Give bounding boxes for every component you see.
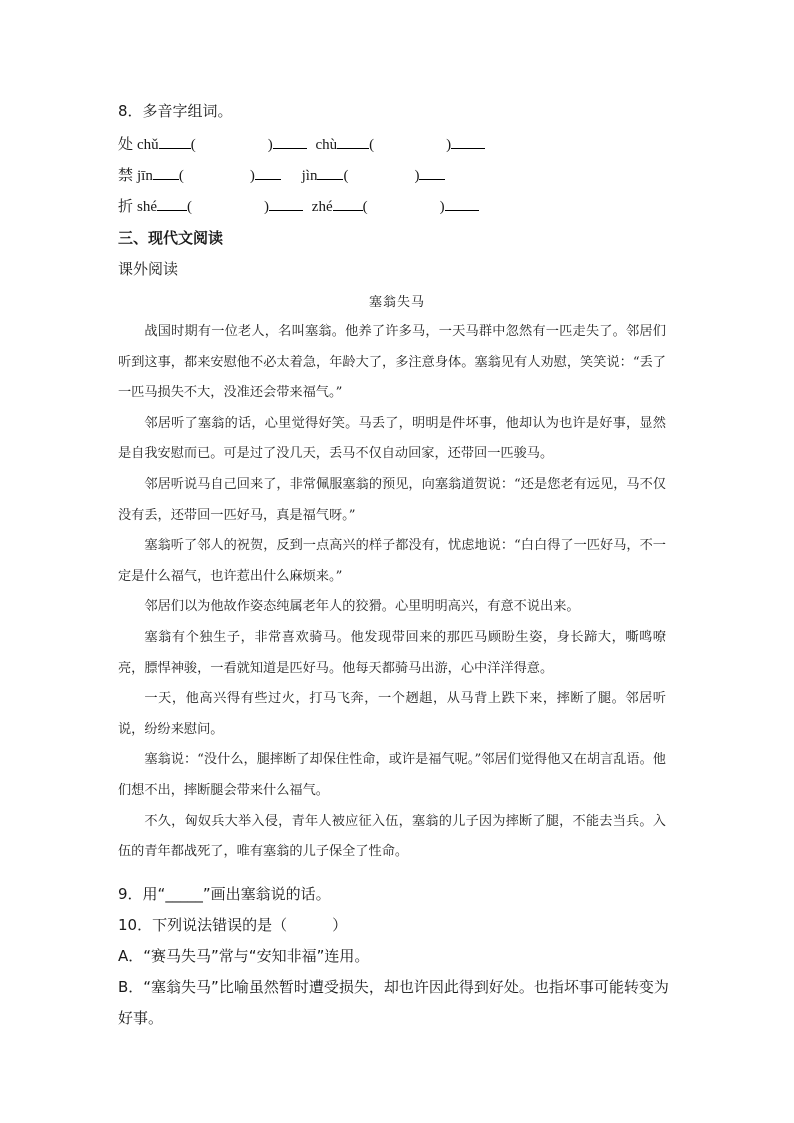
polyphone-row-1: 处 chǔ ( ) chù ( )	[118, 133, 485, 156]
pinyin-2: zhé	[311, 199, 333, 215]
pinyin-1: chǔ	[137, 137, 159, 153]
answer-blank[interactable]	[273, 133, 307, 149]
story-paragraph: 战国时期有一位老人，名叫塞翁。他养了许多马，一天马群中忽然有一匹走失了。邻居们听到这事，都来安慰他不必太着急，年龄大了，多注意身体。塞翁见有人劝慰，笑笑说：“丢了一匹马损失不大，没准还会带来福气。”	[118, 324, 666, 401]
answer-blank[interactable]	[269, 195, 303, 211]
answer-blank[interactable]	[255, 164, 281, 180]
section-3-title: 三、现代文阅读	[118, 229, 224, 247]
option-b[interactable]: B．“塞翁失马”比喻虽然暂时遭受损失，却也许因此得到好处。也指坏事可能转变为好事。	[118, 978, 669, 1027]
story-paragraph: 塞翁说：“没什么，腿摔断了却保住性命，或许是福气呢。”邻居们觉得他又在胡言乱语。他们想不出，摔断腿会带来什么福气。	[118, 752, 666, 798]
polyphone-row-2: 禁 jīn ( ) jìn ( )	[118, 164, 445, 187]
question-10-stem: 10．下列说法错误的是（ ）	[118, 916, 348, 934]
answer-blank[interactable]	[451, 133, 485, 149]
story-paragraph: 邻居听说马自己回来了，非常佩服塞翁的预见，向塞翁道贺说：“还是您老有远见，马不仅没有丢，还带回一匹好马，真是福气呀。”	[118, 476, 666, 523]
story-paragraph: 邻居们以为他故作姿态纯属老年人的狡猾。心里明明高兴，有意不说出来。	[144, 599, 580, 615]
option-a[interactable]: A．“赛马失马”常与“安知非福”连用。	[118, 947, 370, 965]
answer-blank[interactable]	[157, 195, 187, 211]
question-9: 9．用“_____”画出塞翁说的话。	[118, 885, 331, 903]
answer-blank[interactable]	[333, 195, 363, 211]
question-8-title: 8．多音字组词。	[118, 102, 233, 120]
polyphone-char: 禁	[118, 166, 134, 184]
answer-blank[interactable]	[159, 133, 191, 149]
story-paragraph: 塞翁听了邻人的祝贺，反到一点高兴的样子都没有，忧虑地说：“白白得了一匹好马，不一定是什么福气，也许惹出什么麻烦来。”	[118, 538, 666, 584]
story-paragraph: 不久，匈奴兵大举入侵，青年人被应征入伍，塞翁的儿子因为摔断了腿，不能去当兵。入伍的青年都战死了，唯有塞翁的儿子保全了性命。	[118, 813, 666, 860]
answer-blank[interactable]	[153, 164, 179, 180]
pinyin-2: jìn	[301, 168, 318, 184]
section-3-subtitle: 课外阅读	[118, 260, 179, 278]
polyphone-char: 处	[118, 135, 134, 153]
pinyin-1: shé	[137, 199, 158, 215]
questions-9-10	[118, 879, 678, 1034]
story-paragraph: 塞翁有个独生子，非常喜欢骑马。他发现带回来的那匹马顾盼生姿，身长蹄大，嘶鸣嘹亮，膘悍神骏，一看就知道是匹好马。他每天都骑马出游，心中洋洋得意。	[118, 629, 666, 676]
story-title: 塞翁失马	[368, 295, 425, 310]
answer-blank[interactable]	[337, 133, 369, 149]
polyphone-row-3: 折 shé ( ) zhé ( )	[118, 195, 479, 218]
story-paragraph: 一天，他高兴得有些过火，打马飞奔，一个趔趄，从马背上跌下来，摔断了腿。邻居听说，纷纷来慰问。	[118, 691, 666, 737]
story-paragraph: 邻居听了塞翁的话，心里觉得好笑。马丢了，明明是件坏事，他却认为也许是好事，显然是自我安慰而已。可是过了没几天，丢马不仅自动回家，还带回一匹骏马。	[118, 415, 666, 462]
polyphone-char: 折	[118, 197, 134, 215]
answer-blank[interactable]	[317, 164, 343, 180]
pinyin-2: chù	[315, 137, 338, 153]
answer-blank[interactable]	[445, 195, 479, 211]
pinyin-1: jīn	[137, 168, 153, 184]
story-body	[118, 317, 666, 868]
answer-blank[interactable]	[419, 164, 445, 180]
